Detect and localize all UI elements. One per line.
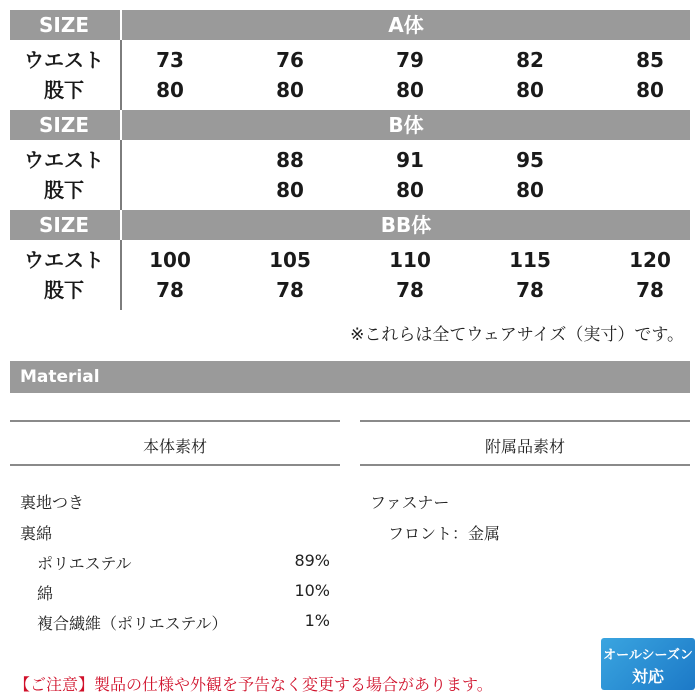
material-item-label: 複合繊維（ポリエステル） (37, 614, 228, 633)
waist-value: 85 (636, 48, 664, 72)
size-table-bb (10, 210, 690, 310)
inseam-value: 80 (276, 78, 304, 102)
waist-row (10, 45, 690, 75)
size-label: SIZE (38, 13, 89, 37)
accessory-item: ファスナー (370, 493, 450, 512)
waist-value: 82 (516, 48, 544, 72)
all-season-badge (601, 638, 695, 690)
accessory-column-title: 附属品素材 (484, 437, 565, 456)
waist-label: ウエスト (24, 148, 104, 172)
inseam-value: 78 (276, 278, 304, 302)
caution-notice: 【ご注意】製品の仕様や外観を予告なく変更する場合があります。 (14, 675, 493, 694)
waist-value: 73 (156, 48, 184, 72)
inseam-value: 80 (516, 78, 544, 102)
body-type-label: B体 (388, 113, 424, 137)
body-type-label: A体 (388, 13, 424, 37)
waist-value: 115 (509, 248, 551, 272)
size-table-header (10, 210, 690, 240)
waist-value: 76 (276, 48, 304, 72)
size-table-a (10, 10, 690, 110)
main-column-top-rule (10, 420, 340, 422)
size-label: SIZE (38, 113, 89, 137)
waist-value: 120 (629, 248, 671, 272)
inseam-value: 80 (156, 78, 184, 102)
size-label: SIZE (38, 213, 89, 237)
size-table-b (10, 110, 690, 210)
waist-value: 91 (396, 148, 424, 172)
inseam-value: 80 (516, 178, 544, 202)
inseam-value: 80 (396, 178, 424, 202)
inseam-value: 80 (396, 78, 424, 102)
material-item-label: 裏綿 (20, 524, 53, 543)
waist-value: 100 (149, 248, 191, 272)
accessory-column-bottom-rule (360, 464, 690, 466)
waist-value: 110 (389, 248, 431, 272)
size-note: ※これらは全てウェアサイズ（実寸）です。 (350, 325, 684, 345)
inseam-value: 80 (276, 178, 304, 202)
material-item-percent: 89% (294, 551, 330, 570)
waist-value: 88 (276, 148, 304, 172)
accessory-item: フロント：金属 (388, 524, 501, 543)
size-table-header (10, 110, 690, 140)
material-heading: Material (20, 367, 100, 387)
inseam-value: 78 (156, 278, 184, 302)
material-header (10, 361, 690, 393)
waist-value: 105 (269, 248, 311, 272)
main-column-title: 本体素材 (142, 437, 207, 456)
inseam-label: 股下 (44, 278, 84, 302)
waist-row (10, 145, 690, 175)
inseam-row (10, 275, 690, 305)
inseam-value: 78 (516, 278, 544, 302)
material-item-percent: 1% (304, 611, 330, 630)
waist-value: 95 (516, 148, 544, 172)
inseam-value: 78 (396, 278, 424, 302)
material-item-label: 裏地つき (20, 493, 85, 512)
accessory-column-top-rule (360, 420, 690, 422)
main-column-bottom-rule (10, 464, 340, 466)
inseam-value: 78 (636, 278, 664, 302)
waist-label: ウエスト (24, 48, 104, 72)
waist-label: ウエスト (24, 248, 104, 272)
badge-line-1: オールシーズン (603, 648, 693, 663)
inseam-row (10, 75, 690, 105)
size-table-header (10, 10, 690, 40)
material-item-percent: 10% (294, 581, 330, 600)
badge-line-2: 対応 (631, 667, 664, 686)
inseam-label: 股下 (44, 178, 84, 202)
waist-value: 79 (396, 48, 424, 72)
material-item-label: ポリエステル (37, 554, 132, 573)
inseam-value: 80 (636, 78, 664, 102)
body-type-label: BB体 (380, 213, 432, 237)
waist-row (10, 245, 690, 275)
inseam-row (10, 175, 690, 205)
material-item-label: 綿 (37, 584, 54, 603)
inseam-label: 股下 (44, 78, 84, 102)
